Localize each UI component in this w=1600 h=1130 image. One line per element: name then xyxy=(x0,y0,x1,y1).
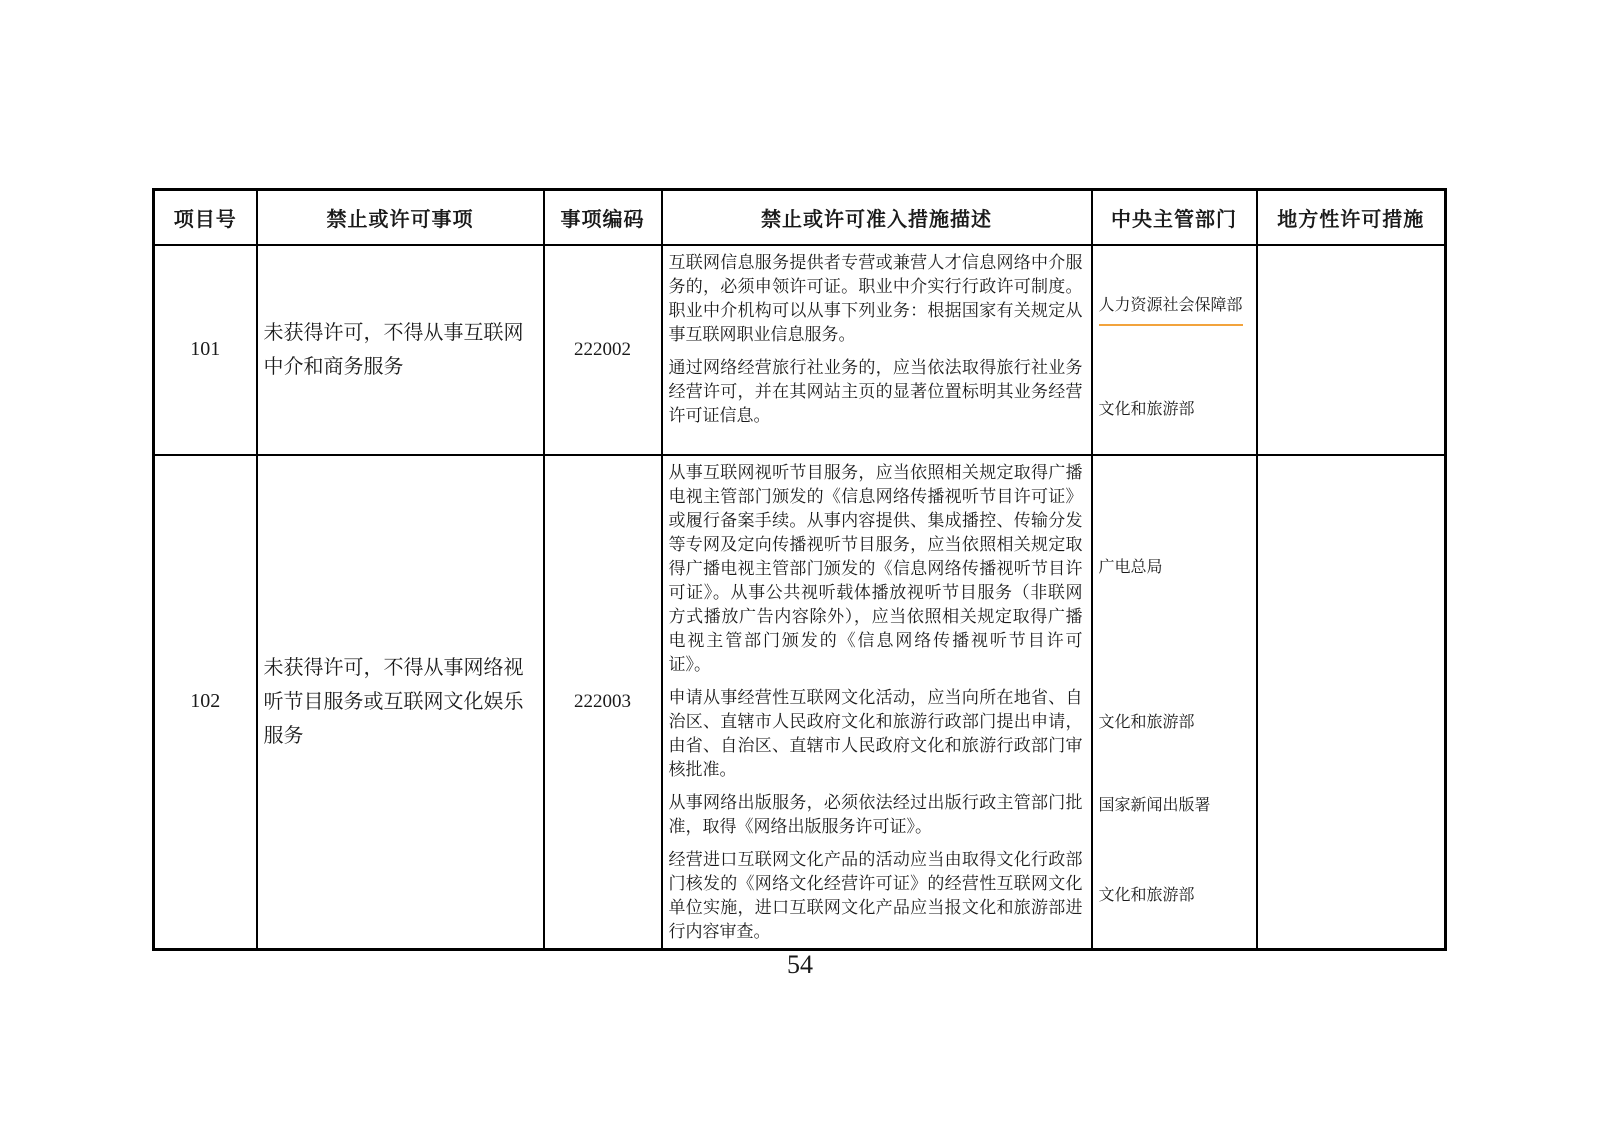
departments-container xyxy=(1093,246,1256,452)
departments-container xyxy=(1093,456,1256,947)
description-paragraph: 经营进口互联网文化产品的活动应当由取得文化行政部门核发的《网络文化经营许可证》的经营性互联网文化单位实施，进口互联网文化产品应当报文化和旅游部进行内容审查。 xyxy=(668,849,1083,941)
cell-item-code: 222002 xyxy=(544,245,662,455)
cell-local-measures xyxy=(1257,245,1446,455)
cell-central-departments xyxy=(1092,245,1257,455)
description-paragraph: 申请从事经营性互联网文化活动，应当向所在地省、自治区、直辖市人民政府文化和旅游行政部门提出申请，由省、自治区、直辖市人民政府文化和旅游行政部门审核批准。 xyxy=(668,687,1083,779)
department-label: 国家新闻出版署 xyxy=(1098,796,1211,814)
cell-item-number: 101 xyxy=(154,245,257,455)
description-paragraph: 从事网络出版服务，必须依法经过出版行政主管部门批准，取得《网络出版服务许可证》。 xyxy=(668,792,1083,836)
item-name-text: 未获得许可，不得从事互联网中介和商务服务 xyxy=(263,321,524,378)
page-number: 54 xyxy=(787,950,813,979)
description-paragraph: 互联网信息服务提供者专营或兼营人才信息网络中介服务的，必须申领许可证。职业中介实行行政许可制度。职业中介机构可以从事下列业务：根据国家有关规定从事互联网职业信息服务。 xyxy=(668,252,1083,344)
cell-local-measures xyxy=(1257,455,1446,950)
header-local-measures: 地方性许可措施 xyxy=(1257,190,1446,245)
department-label: 文化和旅游部 xyxy=(1098,400,1195,418)
department-label: 文化和旅游部 xyxy=(1098,886,1195,904)
cell-item-code: 222003 xyxy=(544,455,662,950)
department-label-highlighted: 人力资源社会保障部 xyxy=(1099,292,1243,326)
cell-central-departments xyxy=(1092,455,1257,950)
cell-measure-description xyxy=(662,455,1092,950)
table-row-101 xyxy=(154,245,1446,455)
table-header-row xyxy=(154,190,1446,245)
description-paragraph: 从事互联网视听节目服务，应当依照相关规定取得广播电视主管部门颁发的《信息网络传播视听节目许可证》或履行备案手续。从事内容提供、集成播控、传输分发等专网及定向传播视听节目服务，应当依照相关规定取得广播电视主管部门颁发的《信息网络传播视听节目许可证》。从事公共视听载体播放视听节目服务（非联网方式播放广告内容除外），应当依照相关规定取得广播电视主管部门颁发的《信息网络传播视听节目许可证》。 xyxy=(668,462,1083,674)
license-measures-table xyxy=(152,188,1447,951)
department-label: 广电总局 xyxy=(1098,558,1163,576)
cell-measure-description xyxy=(662,245,1092,455)
item-name-text: 未获得许可，不得从事网络视听节目服务或互联网文化娱乐服务 xyxy=(263,656,524,747)
table-row-102 xyxy=(154,455,1446,950)
header-prohibited-or-licensed-item: 禁止或许可事项 xyxy=(257,190,544,245)
department-label: 文化和旅游部 xyxy=(1098,713,1195,731)
cell-item-name xyxy=(257,245,544,455)
header-item-number: 项目号 xyxy=(154,190,257,245)
header-item-code: 事项编码 xyxy=(544,190,662,245)
header-measure-description: 禁止或许可准入措施描述 xyxy=(662,190,1092,245)
cell-item-number: 102 xyxy=(154,455,257,950)
cell-item-name xyxy=(257,455,544,950)
description-paragraph: 通过网络经营旅行社业务的，应当依法取得旅行社业务经营许可，并在其网站主页的显著位置标明其业务经营许可证信息。 xyxy=(668,357,1083,425)
header-central-department: 中央主管部门 xyxy=(1092,190,1257,245)
